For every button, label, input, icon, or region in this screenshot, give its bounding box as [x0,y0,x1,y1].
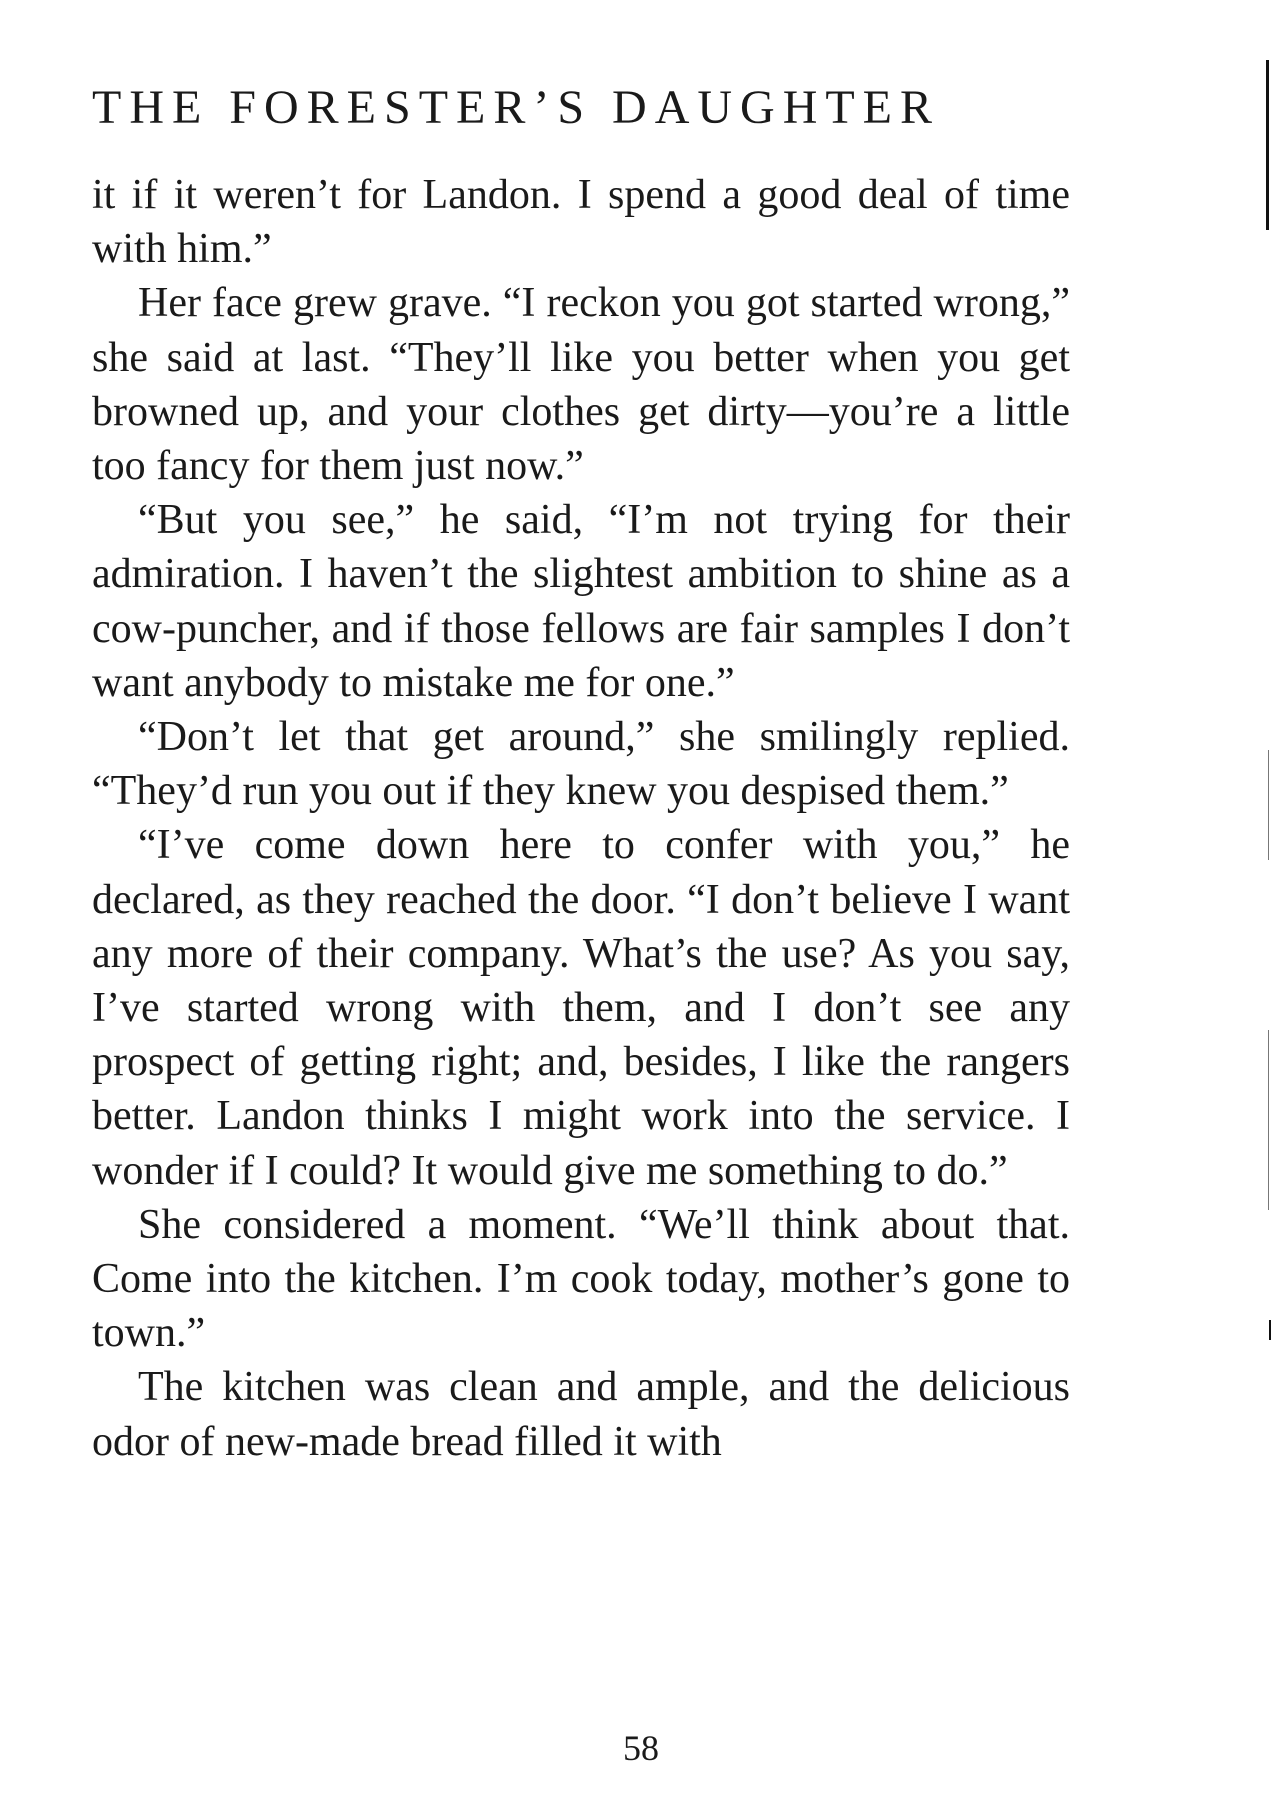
paragraph-5: “I’ve come down here to confer with you,” he declared, as they reached the door. “I don’t believe I want any more of their company. What’s the use? As you say, I’ve started wrong with them, and I don’t see any prospect of getting right; and, besides, I like the rangers better. Landon thinks I might work into the service. I wonder if I could? It would give me something to do.” [92,822,1070,1194]
scan-edge-mark [1266,60,1269,230]
scan-edge-mark [1269,1320,1271,1340]
paragraph-2: Her face grew grave. “I reckon you got started wrong,” she said at last. “They’ll like you better when you get browned up, and your clothes get dirty—you’re a little too fancy for them just now.” [92,280,1070,490]
paragraph-3: “But you see,” he said, “I’m not trying for their admiration. I haven’t the slightest ambition to shine as a cow-puncher, and if those fellows are fair samples I don’t want anybody to mistake me for one.” [92,497,1070,706]
paragraph-7: The kitchen was clean and ample, and the delicious odor of new-made bread filled it with [92,1364,1070,1465]
scan-edge-mark [1268,1030,1269,1210]
paragraph-4: “Don’t let that get around,” she smilingly replied. “They’d run you out if they knew you despised them.” [92,714,1070,815]
page-body [92,168,1070,1469]
scan-edge-mark [1268,750,1269,860]
running-title: THE FORESTER’S DAUGHTER [92,81,941,134]
paragraph-1: it if it weren’t for Landon. I spend a good deal of time with him.” [92,172,1070,273]
paragraph-6: She considered a moment. “We’ll think about that. Come into the kitchen. I’m cook today, mother’s gone to town.” [92,1201,1070,1357]
page-number: 58 [623,1728,659,1768]
